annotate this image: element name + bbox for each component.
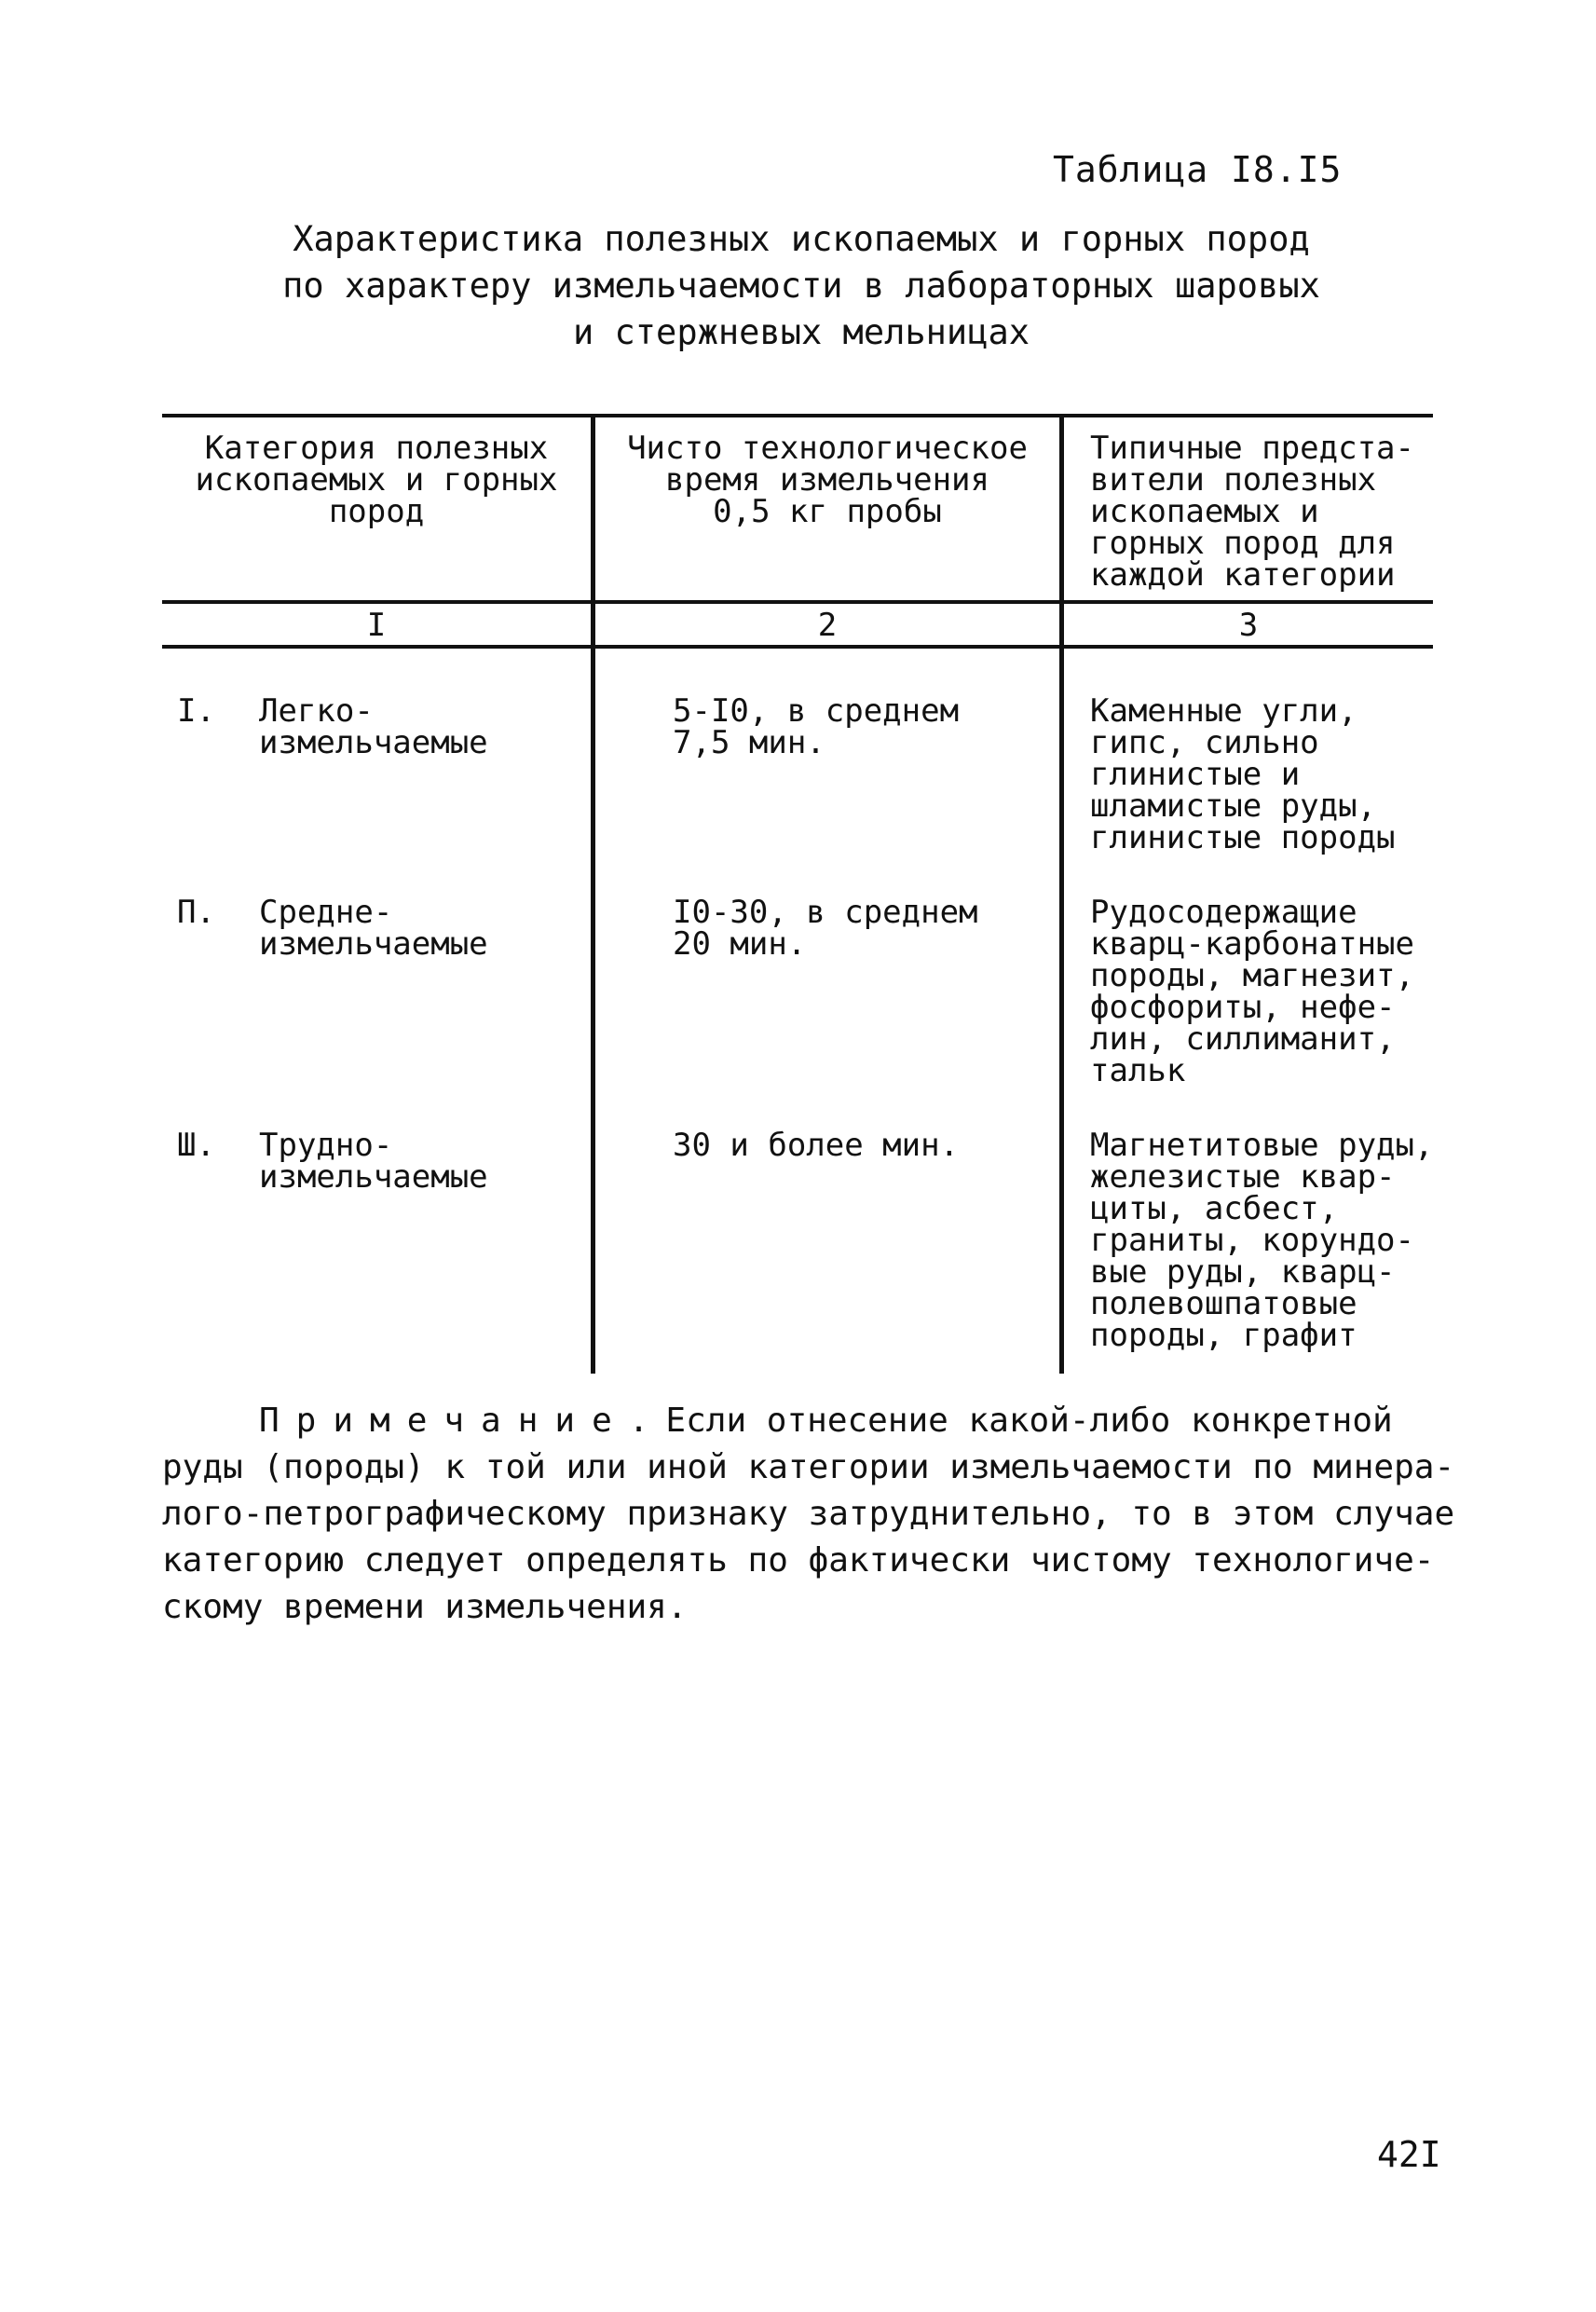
column-divider-2 [1059,414,1064,1374]
row-examples: Магнетитовые руды, железистые квар- циты, асбест, граниты, корундо- вые руды, кварц- полевошпатовые породы, графит [1090,1127,1434,1354]
column-header-examples: Типичные предста- вители полезных ископаемых и горных пород для каждой категории [1090,430,1414,594]
column-divider-1 [591,414,595,1374]
row-time: 5-I0, в среднем 7,5 мин. [673,692,960,761]
column-header-category: Категория полезных ископаемых и горных пород [195,430,558,530]
page-number: 42I [1377,2134,1441,2175]
column-header-time: Чисто технологическое время измельчения 0,5 кг пробы [627,430,1028,530]
data-table [162,414,1433,1374]
caption-line: и стержневых мельницах [572,312,1030,352]
column-number-3: 3 [1238,607,1259,644]
table-top-rule [162,414,1433,417]
row-number: I. [177,692,215,730]
row-time: 30 и более мин. [673,1127,960,1164]
table-caption [280,216,1323,356]
number-row-bottom-rule [162,645,1433,649]
note-first-line [162,1398,1429,1444]
note-line: категорию следует определять по фактически чистому технологиче- [162,1541,1435,1580]
header-bottom-rule [162,600,1433,604]
row-number: П. [177,894,215,931]
note-line: руды (породы) к той или иной категории измельчаемости по минера- [162,1448,1455,1486]
caption-line: по характеру измельчаемости в лабораторных шаровых [282,266,1320,306]
row-examples: Рудосодержащие кварц-карбонатные породы, магнезит, фосфориты, нефе- лин, силлиманит, тальк [1090,894,1414,1089]
caption-line: Характеристика полезных ископаемых и горных пород [293,219,1310,259]
row-category: Средне- измельчаемые [259,894,488,963]
table-number: Таблица I8.I5 [1053,149,1343,190]
column-number-1: I [366,607,387,644]
row-category: Трудно- измельчаемые [259,1127,488,1196]
note [162,1398,1455,1631]
note-line: лого-петрографическому признаку затруднительно, то в этом случае [162,1495,1455,1533]
note-line: скому времени измельчения. [162,1588,688,1626]
row-examples: Каменные угли, гипс, сильно глинистые и шламистые руды, глинистые породы [1090,692,1396,856]
note-label: Примечание. [259,1402,666,1440]
note-text: Если отнесение какой-либо конкретной [665,1402,1393,1440]
row-category: Легко- измельчаемые [259,692,488,761]
row-time: I0-30, в среднем 20 мин. [673,894,978,963]
column-number-2: 2 [817,607,838,644]
row-number: Ш. [177,1127,215,1164]
